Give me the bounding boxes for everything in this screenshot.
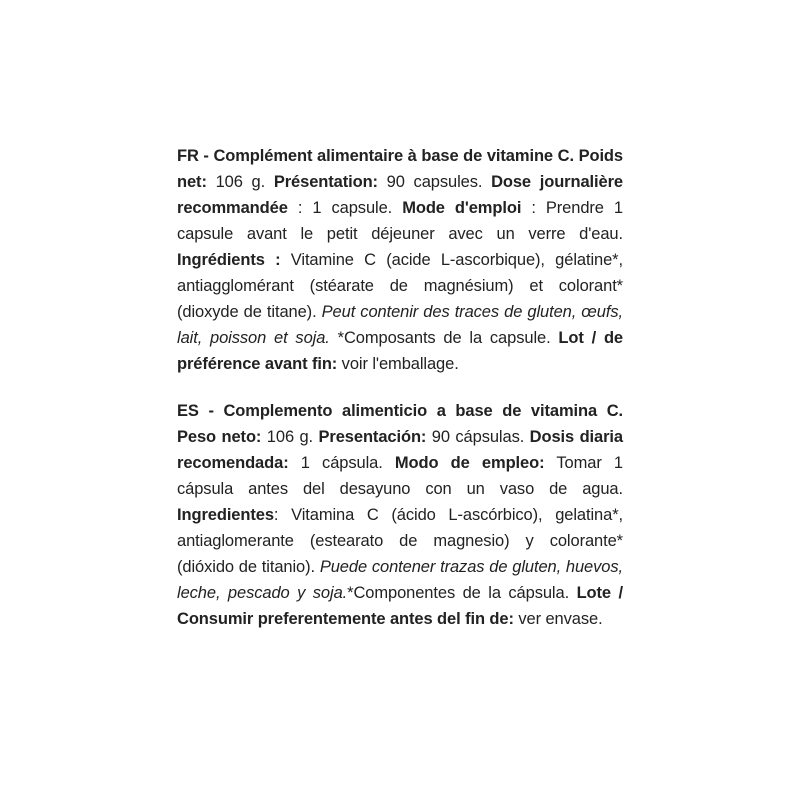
- es-ingredients-value: : Vitamina C (ácido L-ascórbico), gelatina*, antiaglomerante (estearato de magnesio) y colorante* (dióxido de titanio).: [177, 506, 623, 576]
- fr-lot-label: Lot / de préférence avant fin:: [177, 329, 623, 373]
- es-lot-label: Lote / Consumir preferentemente antes del fin de:: [177, 584, 623, 628]
- fr-allergen-note: Peut contenir des traces de gluten, œufs, lait, poisson et soja.: [177, 303, 623, 347]
- es-usage-label: Modo de empleo:: [394, 454, 545, 472]
- es-net-weight-label: Peso neto:: [177, 428, 262, 446]
- es-heading: ES - Complemento alimenticio a base de vitamina C.: [177, 402, 623, 420]
- es-ingredients-label: Ingredientes: [177, 506, 274, 524]
- es-usage-value: Tomar 1 cápsula antes del desayuno con un vaso de agua.: [177, 454, 624, 498]
- es-capsule-note: *Componentes de la cápsula.: [347, 584, 577, 602]
- es-presentation-value: 90 cápsulas.: [426, 428, 530, 446]
- fr-ingredients-label: Ingrédients :: [177, 251, 281, 269]
- es-dose-label: Dosis diaria recomendada:: [177, 428, 623, 472]
- fr-heading: FR - Complément alimentaire à base de vitamine C.: [177, 147, 574, 165]
- fr-usage-value: : Prendre 1 capsule avant le petit déjeuner avec un verre d'eau.: [177, 199, 624, 243]
- fr-dose-label: Dose journalière recommandée: [177, 173, 623, 217]
- fr-lot-value: voir l'emballage.: [337, 355, 459, 373]
- es-lot-value: ver envase.: [513, 610, 603, 628]
- es-presentation-label: Presentación:: [318, 428, 427, 446]
- fr-ingredients-value: Vitamine C (acide L-ascorbique), gélatine*, antiagglomérant (stéarate de magnésium) et colorant* (dioxyde de titane).: [177, 251, 623, 321]
- fr-presentation-label: Présentation:: [273, 173, 378, 191]
- fr-presentation-value: 90 capsules.: [377, 173, 492, 191]
- fr-usage-label: Mode d'emploi: [402, 199, 522, 217]
- spanish-label-text: [177, 398, 623, 632]
- fr-capsule-note: *Composants de la capsule.: [329, 329, 559, 347]
- french-label-text: [177, 143, 623, 377]
- es-net-weight-value: 106 g.: [261, 428, 319, 446]
- fr-dose-value: : 1 capsule.: [287, 199, 403, 217]
- fr-net-weight-value: 106 g.: [206, 173, 274, 191]
- es-dose-value: 1 cápsula.: [288, 454, 395, 472]
- fr-net-weight-label: Poids net:: [177, 147, 623, 191]
- es-allergen-note: Puede contener trazas de gluten, huevos, leche, pescado y soja.: [177, 558, 623, 602]
